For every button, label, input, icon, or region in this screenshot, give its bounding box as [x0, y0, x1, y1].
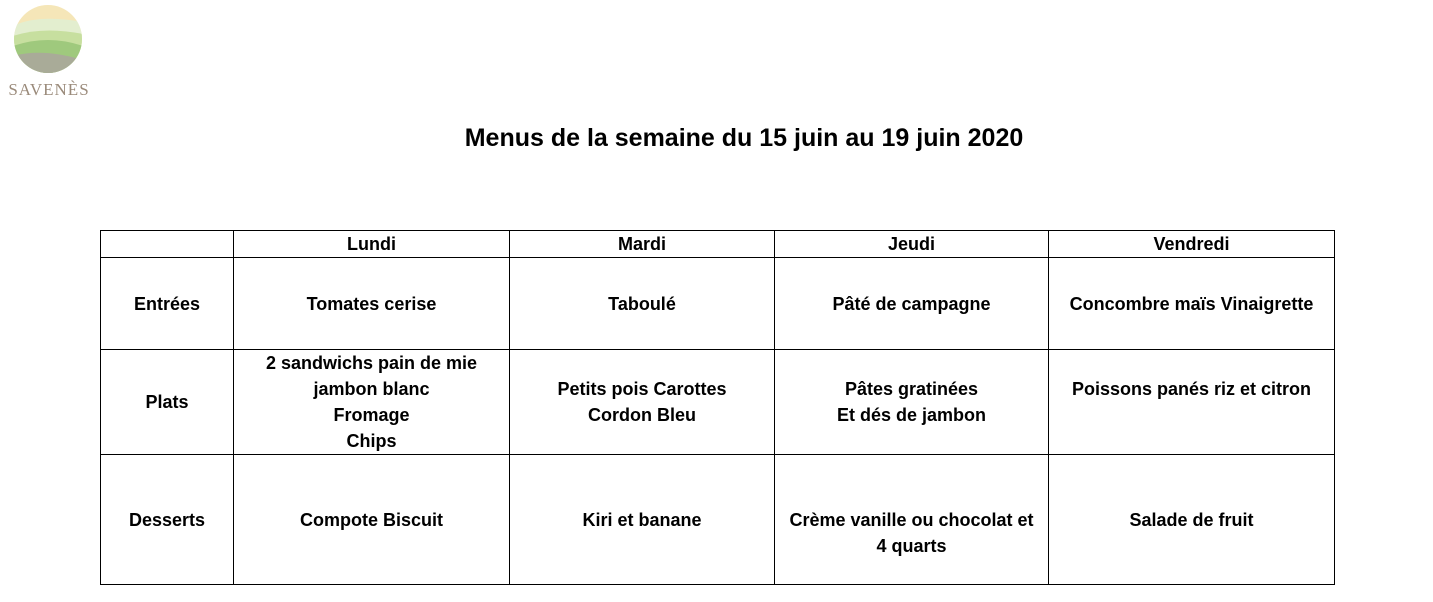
cell-line: Cordon Bleu: [588, 405, 696, 425]
cell-desserts-vendredi: [1049, 455, 1335, 585]
cell-entrees-mardi: [510, 258, 775, 350]
cell-entrees-lundi: [234, 258, 510, 350]
landscape-logo-icon: [13, 4, 83, 74]
cell-line: jambon blanc: [313, 379, 430, 399]
cell-desserts-lundi: [234, 455, 510, 585]
cell-desserts-jeudi: [775, 455, 1049, 585]
cell-line: Salade de fruit: [1129, 509, 1254, 530]
cell-plats-jeudi: [775, 350, 1049, 455]
header-vendredi: Vendredi: [1049, 231, 1335, 258]
header-empty-cell: [101, 231, 234, 258]
cell-line: Kiri et banane: [582, 509, 702, 530]
cell-entrees-jeudi: [775, 258, 1049, 350]
cell-line: 4 quarts: [876, 535, 947, 556]
row-label-entrees: Entrées: [101, 258, 234, 350]
cell-line: 2 sandwichs pain de mie: [265, 353, 478, 373]
cell-line: Chips: [346, 431, 397, 451]
cell-plats-mardi: [510, 350, 775, 455]
cell-line: Pâtes gratinées: [844, 379, 979, 399]
header-mardi: Mardi: [510, 231, 775, 258]
header-jeudi: Jeudi: [775, 231, 1049, 258]
page-title: Menus de la semaine du 15 juin au 19 juin 2020: [464, 124, 1024, 152]
cell-line: Petits pois Carottes: [557, 379, 727, 399]
cell-desserts-mardi: [510, 455, 775, 585]
cell-line: Compote Biscuit: [299, 509, 443, 530]
table-header-row: [101, 231, 1335, 258]
table-row-entrees: [101, 258, 1335, 350]
cell-line: Fromage: [333, 405, 410, 425]
cell-line: Crème vanille ou chocolat et: [789, 509, 1034, 530]
table-row-desserts: [101, 455, 1335, 585]
cell-entrees-vendredi: [1049, 258, 1335, 350]
cell-line: Pâté de campagne: [832, 293, 991, 314]
logo-text: SAVENÈS: [8, 80, 90, 99]
cell-line: Et dés de jambon: [836, 405, 987, 425]
row-label-desserts: Desserts: [101, 455, 234, 585]
menu-table: [100, 230, 1335, 585]
cell-plats-lundi: [234, 350, 510, 455]
cell-line: Poissons panés riz et citron: [1071, 379, 1312, 399]
savenes-logo: [6, 4, 92, 100]
table-row-plats: [101, 350, 1335, 455]
cell-plats-vendredi: [1049, 350, 1335, 455]
cell-line: Taboulé: [608, 293, 676, 314]
cell-line: Concombre maïs Vinaigrette: [1069, 293, 1314, 314]
cell-line: Tomates cerise: [306, 293, 437, 314]
header-lundi: Lundi: [234, 231, 510, 258]
row-label-plats: Plats: [101, 350, 234, 455]
